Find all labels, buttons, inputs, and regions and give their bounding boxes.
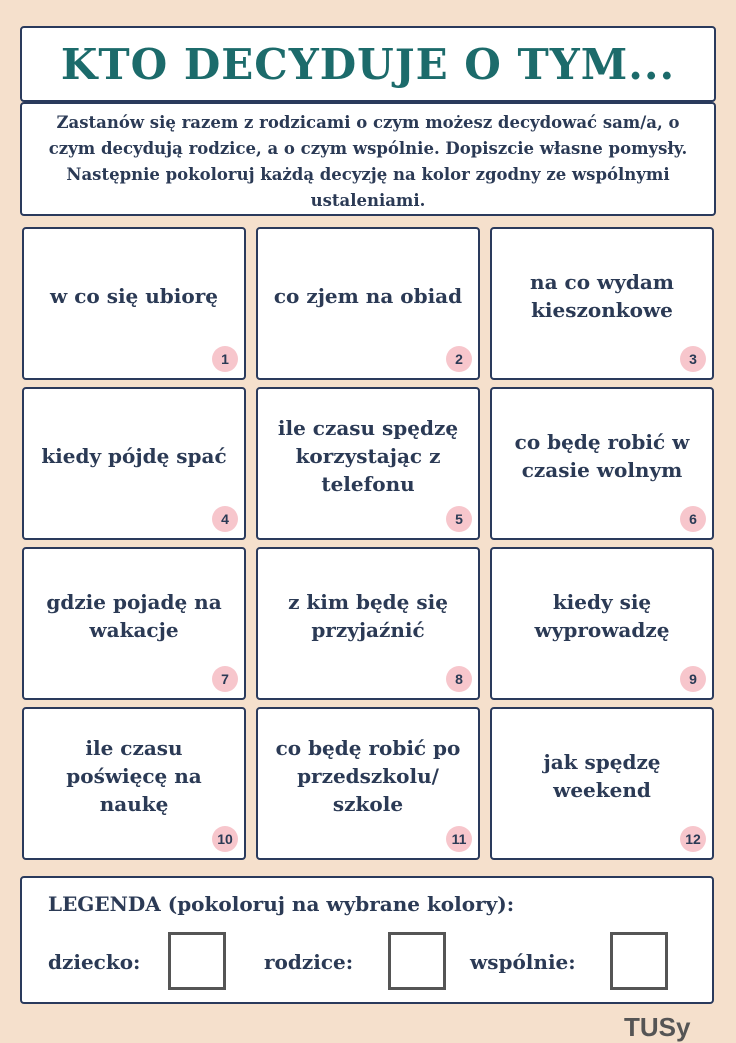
decision-card-3[interactable] <box>490 227 714 380</box>
decision-text: kiedy się wyprowadzę <box>534 589 670 642</box>
brand-logo: TUSy <box>624 1012 691 1042</box>
decision-card-7[interactable] <box>22 547 246 700</box>
decision-number: 7 <box>212 666 238 692</box>
decision-text: co zjem na obiad <box>273 283 463 308</box>
decision-number: 12 <box>680 826 706 852</box>
decision-card-6[interactable] <box>490 387 714 540</box>
decision-number: 10 <box>212 826 238 852</box>
decision-text: gdzie pojadę na wakacje <box>46 589 222 642</box>
legend-label-child: dziecko: <box>48 950 141 974</box>
decision-card-11[interactable] <box>256 707 480 860</box>
decision-number: 3 <box>680 346 706 372</box>
decision-text: kiedy pójdę spać <box>41 443 227 468</box>
legend-swatch-parents[interactable] <box>388 932 446 990</box>
decision-card-10[interactable] <box>22 707 246 860</box>
decision-number: 11 <box>446 826 472 852</box>
instructions-box <box>20 102 716 216</box>
decision-card-8[interactable] <box>256 547 480 700</box>
legend-label-together: wspólnie: <box>470 950 576 974</box>
decision-card-5[interactable] <box>256 387 480 540</box>
legend-label-parents: rodzice: <box>264 950 354 974</box>
legend-swatch-together[interactable] <box>610 932 668 990</box>
title-box <box>20 26 716 102</box>
decision-number: 6 <box>680 506 706 532</box>
decision-card-12[interactable] <box>490 707 714 860</box>
decision-text: ile czasu poświęcę na naukę <box>66 735 202 816</box>
decision-card-9[interactable] <box>490 547 714 700</box>
decision-number: 9 <box>680 666 706 692</box>
instructions-text: Zastanów się razem z rodzicami o czym możesz decydować sam/a, o czym decydują rodzice, a o czym wspólnie. Dopiszcie własne pomysły. Następnie pokoloruj każdą decyzję na kolor zgodny ze wspólnymi ustaleniami. <box>48 113 688 210</box>
decision-text: w co się ubiorę <box>50 283 218 308</box>
decision-card-1[interactable] <box>22 227 246 380</box>
decision-text: co będę robić w czasie wolnym <box>514 429 690 482</box>
decision-number: 2 <box>446 346 472 372</box>
decision-text: jak spędzę weekend <box>543 749 661 802</box>
decision-number: 4 <box>212 506 238 532</box>
legend-title: LEGENDA (pokoloruj na wybrane kolory): <box>48 892 515 916</box>
decision-number: 5 <box>446 506 472 532</box>
decision-text: z kim będę się przyjaźnić <box>288 589 448 642</box>
page-title: KTO DECYDUJE O TYM... <box>60 39 676 89</box>
decision-text: co będę robić po przedszkolu/ szkole <box>275 735 461 816</box>
decision-text: ile czasu spędzę korzystając z telefonu <box>277 415 459 496</box>
decision-number: 1 <box>212 346 238 372</box>
legend-swatch-child[interactable] <box>168 932 226 990</box>
legend-box <box>20 876 714 1004</box>
decision-number: 8 <box>446 666 472 692</box>
decision-text: na co wydam kieszonkowe <box>530 269 674 322</box>
decision-card-4[interactable] <box>22 387 246 540</box>
decision-card-2[interactable] <box>256 227 480 380</box>
